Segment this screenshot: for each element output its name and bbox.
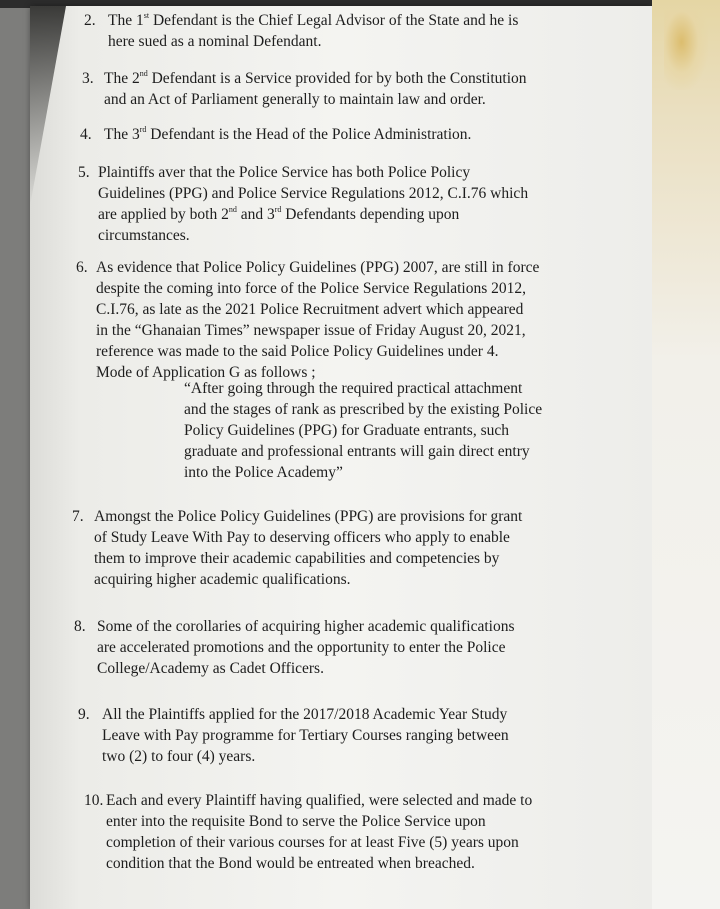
paragraph-line: All the Plaintiffs applied for the 2017/2018 Academic Year Study [102,706,508,723]
paragraph-number: 8. [74,618,86,635]
paragraph-line: them to improve their academic capabilities and competencies by [94,550,500,567]
paragraph-number: 3. [82,70,94,87]
paragraph-number: 9. [78,706,90,723]
paragraph-line: Some of the corollaries of acquiring higher academic qualifications [97,618,515,635]
paragraph-line: two (2) to four (4) years. [102,748,256,765]
paragraph-number: 2. [84,12,96,29]
paragraph-line: in the “Ghanaian Times” newspaper issue of Friday August 20, 2021, [96,322,526,339]
paragraph-number: 7. [72,508,84,525]
adjacent-page-edge [652,0,720,909]
paragraph-line: are applied by both 2nd and 3rd Defendants depending upon [98,205,460,223]
paragraph-6 [76,257,630,383]
paragraph-8 [74,616,642,679]
paragraph-line: Plaintiffs aver that the Police Service has both Police Policy [98,164,471,181]
paragraph-line: Guidelines (PPG) and Police Service Regulations 2012, C.I.76 which [98,185,529,202]
paragraph-line: of Study Leave With Pay to deserving officers who apply to enable [94,529,510,546]
paragraph-line: As evidence that Police Policy Guidelines (PPG) 2007, are still in force [96,259,540,276]
paragraph-line: Each and every Plaintiff having qualified, were selected and made to [106,792,533,809]
quote-line: Policy Guidelines (PPG) for Graduate entrants, such [184,422,510,439]
paragraph-7 [72,506,640,590]
paragraph-line: completion of their various courses for at least Five (5) years upon [106,834,519,851]
quote-line: “After going through the required practical attachment [184,380,523,397]
paragraph-line: The 3rd Defendant is the Head of the Police Administration. [104,125,472,143]
paragraph-9 [78,704,642,767]
paragraph-line: Leave with Pay programme for Tertiary Courses ranging between [102,727,509,744]
paragraph-3 [82,68,608,110]
paragraph-line: here sued as a nominal Defendant. [108,33,322,50]
stamp-mark [664,10,708,90]
paragraph-line: The 1st Defendant is the Chief Legal Advisor of the State and he is [108,11,519,29]
paragraph-number: 10. [84,792,104,809]
paragraph-line: acquiring higher academic qualifications. [94,571,351,588]
quote-line: and the stages of rank as prescribed by the existing Police [184,401,543,418]
paragraph-line: circumstances. [98,227,190,244]
paragraph-line: The 2nd Defendant is a Service provided for by both the Constitution [104,69,527,87]
paragraph-line: Amongst the Police Policy Guidelines (PPG) are provisions for grant [94,508,523,525]
paragraph-line: are accelerated promotions and the opportunity to enter the Police [97,639,506,656]
paragraph-line: reference was made to the said Police Policy Guidelines under 4. [96,343,499,360]
paragraph-line: enter into the requisite Bond to serve the Police Service upon [106,813,486,830]
paragraph-number: 5. [78,164,90,181]
paragraph-line: and an Act of Parliament generally to maintain law and order. [104,91,486,108]
paragraph-number: 6. [76,259,88,276]
paragraph-5 [78,162,618,246]
paragraph-line: condition that the Bond would be entreated when breached. [106,855,475,872]
quote-line: into the Police Academy” [184,464,343,481]
paragraph-number: 4. [80,126,92,143]
paragraph-line: C.I.76, as late as the 2021 Police Recruitment advert which appeared [96,301,524,318]
paragraph-line: despite the coming into force of the Police Service Regulations 2012, [96,280,527,297]
paragraph-line: College/Academy as Cadet Officers. [97,660,324,677]
paragraph-2 [84,10,608,52]
paragraph-10 [84,790,644,874]
paragraph-4 [80,124,544,145]
quote-line: graduate and professional entrants will gain direct entry [184,443,530,460]
quoted-advert-text [184,378,542,483]
paragraph-line: Mode of Application G as follows ; [96,364,316,381]
